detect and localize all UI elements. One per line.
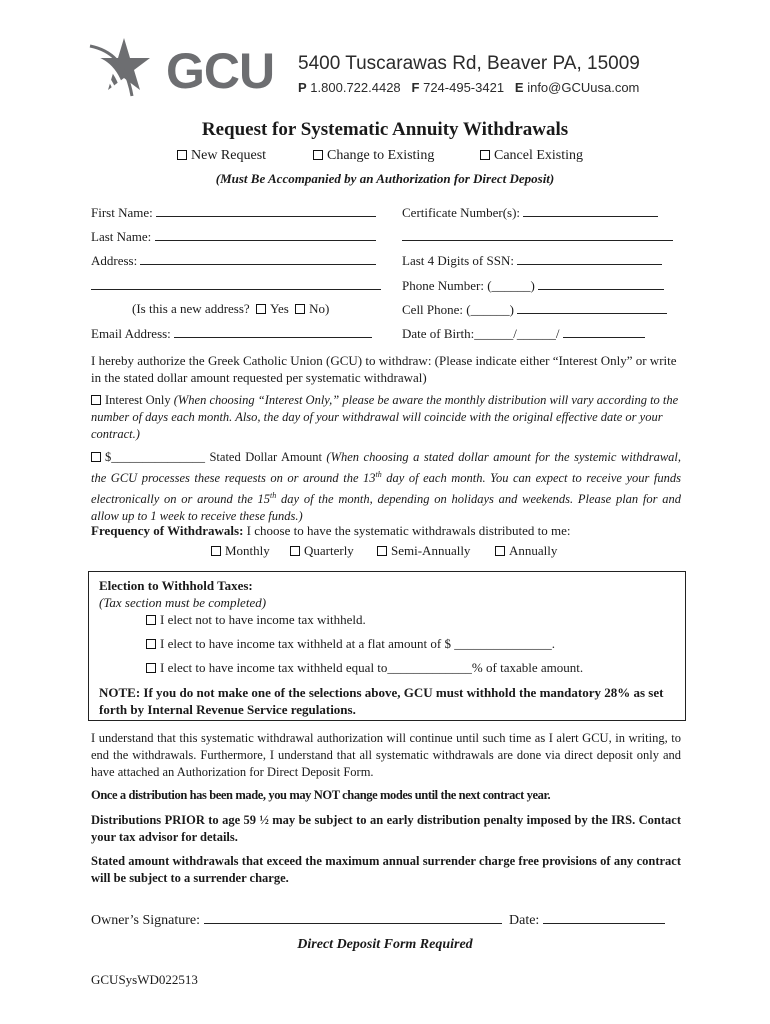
cell-field[interactable] [402,301,667,318]
stated-dollar-checkbox[interactable] [91,452,101,462]
certificate-label: Certificate Number(s): [402,205,521,220]
signature-label: Owner’s Signature: [91,913,200,928]
no-checkbox[interactable] [295,304,305,314]
tax-subheading: (Tax section must be completed) [99,595,267,610]
surrender-warning: Stated amount withdrawals that exceed the maximum annual surrender charge free provisions of any contract will be subject to a surrender charge. [91,854,681,885]
form-code: GCUSysWD022513 [91,972,198,987]
yes-checkbox[interactable] [256,304,266,314]
first-name-field[interactable] [91,204,376,221]
signature-line [91,911,665,929]
tax-option-3-label: I elect to have income tax withheld equal to_____________% of taxable amount. [160,660,584,675]
request-type-row [177,148,584,164]
last-name-label: Last Name: [91,229,152,244]
change-existing-option[interactable]: Change to Existing [313,148,434,164]
no-label: No) [309,301,330,316]
monthly-option[interactable]: Monthly [211,543,270,558]
cell-label: Cell Phone: (______) [402,302,514,317]
address-input[interactable] [140,252,376,265]
yes-label: Yes [269,301,289,316]
first-name-input[interactable] [156,204,376,217]
stated-note-sup1: th [375,470,382,479]
contact-line [298,80,639,95]
address-field[interactable] [91,252,376,269]
phone-input[interactable] [538,277,664,290]
tax-option-1[interactable] [146,612,366,628]
tax-heading: Election to Withhold Taxes: [99,578,253,593]
email-prefix: E [514,80,524,95]
tax-option-1-label: I elect not to have income tax withheld. [160,612,366,627]
email-field[interactable] [91,325,372,342]
ssn-label: Last 4 Digits of SSN: [402,253,514,268]
understanding-text: I understand that this systematic withdrawal authorization will continue until such time as I alert GCU, in writing, to end the withdrawals. Furthermore, I understand that all systematic withdrawals are done via direct deposit only and have attached an Authorization for Direct Deposit Form. [91,731,681,779]
stated-note-part1: (When choosing a stated dollar amount for the systemic withdrawal, the GCU processes these requests on or around the 13 [91,450,682,486]
new-address-label: (Is this a new address? [132,301,250,316]
last-name-input[interactable] [155,228,376,241]
logo-wordmark: GCU [166,43,275,99]
deposit-required-note: Direct Deposit Form Required [297,937,473,952]
ssn-input[interactable] [517,252,662,265]
checkbox[interactable] [313,150,323,160]
tax-option-2-label: I elect to have income tax withheld at a flat amount of $ _______________. [160,636,555,651]
checkbox[interactable] [480,150,490,160]
fax-prefix: F [411,80,420,95]
phone-number: 1.800.722.4428 [310,80,401,95]
phone-label: Phone Number: (______) [402,278,535,293]
quarterly-option[interactable]: Quarterly [290,543,354,559]
new-address-question [132,301,329,317]
stated-note-part2: day of each month. You can expect to receive your funds electronically on or around the 15 [91,471,681,507]
interest-only-block [91,392,681,443]
tax-option-2-checkbox[interactable] [146,639,156,649]
company-address: 5400 Tuscarawas Rd, Beaver PA, 15009 [298,53,640,74]
interest-only-label: Interest Only [105,393,171,407]
stated-dollar-label: $_______________ Stated Dollar Amount [105,450,322,464]
checkbox[interactable] [377,546,387,556]
star-swoosh-icon [88,36,168,98]
interest-only-note: (When choosing “Interest Only,” please be aware the monthly distribution will vary according to the number of days each month. Also, the day of your withdrawal will coincide with the original effective date or your contract.) [91,393,679,441]
date-label: Date: [509,913,540,928]
frequency-text: I choose to have the systematic withdrawals distributed to me: [243,523,571,538]
gcu-logo [88,36,283,98]
signature-input[interactable] [204,911,502,924]
checkbox[interactable] [495,546,505,556]
checkbox[interactable] [177,150,187,160]
checkbox[interactable] [211,546,221,556]
cancel-existing-option[interactable]: Cancel Existing [480,148,583,164]
frequency-options [211,543,558,559]
phone-prefix: P [298,80,307,95]
tax-option-1-checkbox[interactable] [146,615,156,625]
checkbox[interactable] [290,546,300,556]
ssn-field[interactable] [402,252,662,269]
stated-dollar-block [91,449,681,525]
form-title: Request for Systematic Annuity Withdrawals [201,119,569,140]
dob-label: Date of Birth:______/______/ [402,326,560,341]
email-link[interactable]: info@GCUusa.com [527,80,640,95]
frequency-line [91,523,571,539]
dob-field[interactable] [402,325,645,342]
new-request-option[interactable]: New Request [177,148,266,163]
email-label: Email Address: [91,326,171,341]
annually-option[interactable]: Annually [495,543,557,559]
stated-note-sup2: th [270,491,277,501]
stated-note-part3: day of the month, depending on holidays and weekends. Please plan for and allow up to 1 week to receive these funds.) [91,492,682,524]
distribution-warning: Once a distribution has been made, you may NOT change modes until the next contract year. [91,788,551,802]
address-line-2-input[interactable] [91,289,381,290]
email-input[interactable] [174,325,372,338]
fax-number: 724-495-3421 [423,80,505,95]
form-subtitle: (Must Be Accompanied by an Authorization for Direct Deposit) [215,171,555,186]
tax-note: NOTE: If you do not make one of the selections above, GCU must withhold the mandatory 28% as set forth by Internal Revenue Service regulations. [99,685,664,717]
address-label: Address: [91,253,138,268]
cell-input[interactable] [517,301,667,314]
certificate-line-2-input[interactable] [402,240,673,241]
date-input[interactable] [543,911,665,924]
dob-input[interactable] [563,325,645,338]
last-name-field[interactable] [91,228,376,245]
certificate-field[interactable] [402,204,658,221]
authorization-text: I hereby authorize the Greek Catholic Union (GCU) to withdraw: (Please indicate either “Interest Only” or write in the stated dollar amount requested per systematic withdrawal) [91,353,677,385]
semi-annually-option[interactable]: Semi-Annually [377,543,470,559]
interest-only-checkbox[interactable] [91,395,101,405]
certificate-input[interactable] [523,204,658,217]
frequency-label: Frequency of Withdrawals: [91,523,244,538]
phone-field[interactable] [402,277,664,294]
penalty-warning: Distributions PRIOR to age 59 ½ may be subject to an early distribution penalty imposed by the IRS. Contact your tax advisor for details. [91,813,681,844]
tax-option-3[interactable] [146,660,583,676]
tax-option-3-checkbox[interactable] [146,663,156,673]
tax-option-2[interactable] [146,636,555,652]
first-name-label: First Name: [91,205,153,220]
